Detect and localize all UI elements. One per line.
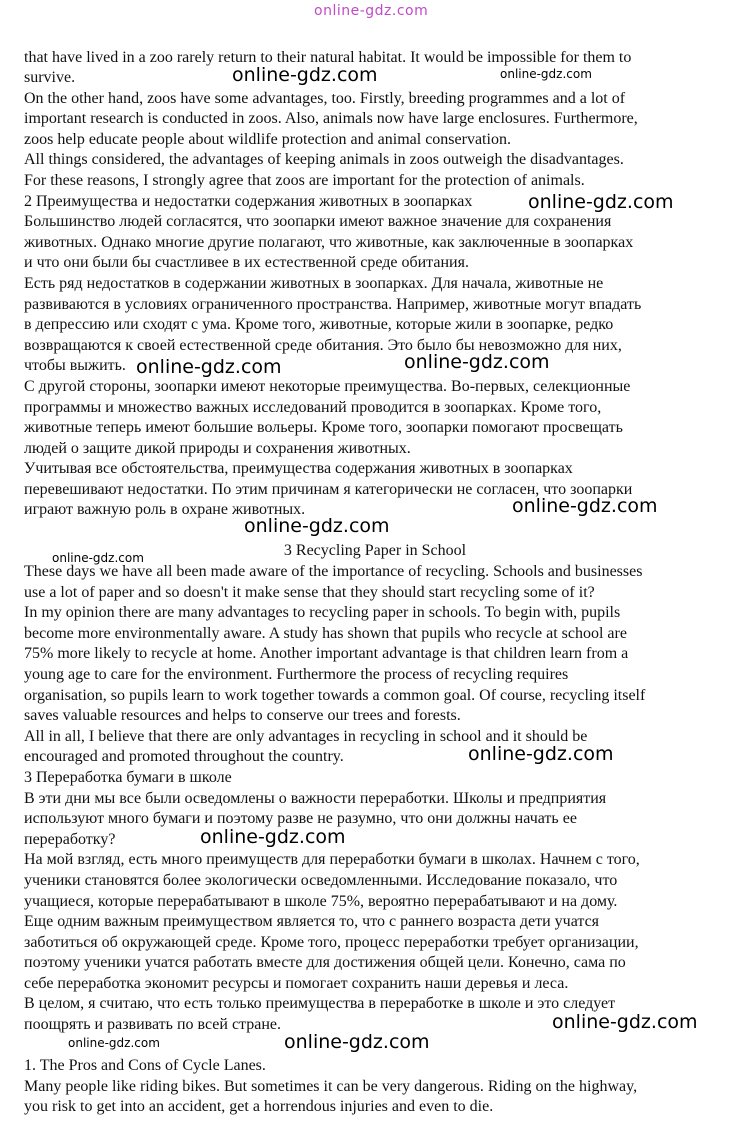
section-heading: 2 Преимущества и недостатки содержания животных в зоопарках: [24, 193, 473, 210]
top-watermark: online-gdz.com: [314, 3, 429, 19]
text-line: развиваются в условиях ограниченного пространства. Например, животные могут впадать: [24, 296, 642, 313]
text-line: On the other hand, zoos have some advantages, too. Firstly, breeding programmes and a lot of: [24, 90, 626, 107]
text-line: use a lot of paper and so doesn't it make sense that they should start recycling some of it?: [24, 584, 595, 601]
watermark: online-gdz.com: [52, 551, 144, 565]
watermark: online-gdz.com: [244, 515, 390, 537]
text-line: животные теперь имеют большие вольеры. Кроме того, зоопарки помогают просвещать: [24, 419, 623, 436]
text-line: Учитывая все обстоятельства, преимущества содержания животных в зоопарках: [24, 460, 573, 477]
watermark: online-gdz.com: [200, 826, 346, 848]
text-line: Еще одним важным преимуществом является то, что с раннего возраста дети учатся: [24, 913, 600, 930]
text-line: zoos help educate people about wildlife protection and animal conservation.: [24, 131, 511, 148]
text-line: и что они были бы счастливее в их естественной среде обитания.: [24, 254, 469, 271]
text-line: All things considered, the advantages of keeping animals in zoos outweigh the disadvantages.: [24, 151, 624, 168]
text-line: перевешивают недостатки. По этим причинам я категорически не согласен, что зоопарки: [24, 481, 633, 498]
text-line: These days we have all been made aware of the importance of recycling. Schools and businesses: [24, 563, 643, 580]
watermark: online-gdz.com: [404, 351, 550, 373]
text-line: себе переработка экономит ресурсы и помогает сохранить наши деревья и леса.: [24, 975, 569, 992]
text-line: в депрессию или сходят с ума. Кроме того, животные, которые жили в зоопарке, редко: [24, 316, 614, 333]
text-line: поэтому ученики учатся работать вместе для достижения общей цели. Конечно, сама по: [24, 954, 626, 971]
text-line: программы и множество важных исследований проводится в зоопарках. Кроме того,: [24, 399, 602, 416]
text-line: возвращаются к своей естественной среде обитания. Это было бы невозможно для них,: [24, 337, 622, 354]
text-line: используют много бумаги и поэтому разве не разумно, что они должны начать ее: [24, 810, 577, 827]
text-line: organisation, so pupils learn to work together towards a common goal. Of course, recycling itself: [24, 687, 646, 704]
text-line: учащиеся, которые перерабатывают в школе 75%, вероятно перерабатывают и на дому.: [24, 893, 618, 910]
text-line: Many people like riding bikes. But sometimes it can be very dangerous. Riding on the highway,: [24, 1078, 638, 1095]
section-heading: 1. The Pros and Cons of Cycle Lanes.: [24, 1057, 266, 1074]
watermark: online-gdz.com: [284, 1031, 430, 1053]
text-line: переработку?: [24, 831, 116, 848]
text-line: людей о защите дикой природы и сохранения животных.: [24, 440, 411, 457]
text-line: young age to care for the environment. Furthermore the process of recycling requires: [24, 666, 569, 683]
watermark: online-gdz.com: [500, 67, 592, 81]
text-line: Большинство людей согласятся, что зоопарки имеют важное значение для сохранения: [24, 213, 612, 230]
text-line: For these reasons, I strongly agree that zoos are important for the protection of animals.: [24, 172, 585, 189]
text-line: saves valuable resources and helps to conserve our trees and forests.: [24, 707, 461, 724]
watermark: online-gdz.com: [136, 356, 282, 378]
text-line: encouraged and promoted throughout the country.: [24, 748, 344, 765]
text-line: В целом, я считаю, что есть только преимущества в переработке в школе и это следует: [24, 995, 616, 1012]
text-line: survive.: [24, 69, 76, 86]
text-line: that have lived in a zoo rarely return to their natural habitat. It would be impossible for them to: [24, 49, 632, 66]
section-heading: 3 Переработка бумаги в школе: [24, 769, 232, 786]
text-line: All in all, I believe that there are only advantages in recycling in school and it should be: [24, 728, 588, 745]
watermark: online-gdz.com: [232, 64, 378, 86]
text-line: С другой стороны, зоопарки имеют некоторые преимущества. Во-первых, селекционные: [24, 378, 631, 395]
text-line: In my opinion there are many advantages to recycling paper in schools. To begin with, pupils: [24, 604, 621, 621]
text-line: животных. Однако многие другие полагают, что животные, как заключенные в зоопарках: [24, 234, 634, 251]
watermark: online-gdz.com: [68, 1036, 160, 1050]
text-line: ученики становятся более экологически осведомленными. Исследование показало, что: [24, 872, 618, 889]
text-line: поощрять и развивать по всей стране.: [24, 1016, 281, 1033]
text-line: important research is conducted in zoos. Also, animals now have large enclosures. Furthermore,: [24, 110, 638, 127]
watermark: online-gdz.com: [528, 191, 674, 213]
text-line: чтобы выжить.: [24, 357, 126, 374]
text-line: you risk to get into an accident, get a horrendous injuries and even to die.: [24, 1098, 494, 1115]
section-title: 3 Recycling Paper in School: [283, 542, 467, 559]
watermark: online-gdz.com: [468, 743, 614, 765]
watermark: online-gdz.com: [512, 495, 658, 517]
text-line: заботиться об окружающей среде. Кроме того, процесс переработки требует организации,: [24, 934, 639, 951]
watermark: online-gdz.com: [552, 1011, 698, 1033]
text-line: На мой взгляд, есть много преимуществ для переработки бумаги в школах. Начнем с того,: [24, 851, 640, 868]
text-line: become more environmentally aware. A study has shown that pupils who recycle at school are: [24, 625, 627, 642]
text-line: 75% more likely to recycle at home. Another important advantage is that children learn from a: [24, 645, 629, 662]
text-line: В эти дни мы все были осведомлены о важности переработки. Школы и предприятия: [24, 790, 607, 807]
text-line: играют важную роль в охране животных.: [24, 501, 306, 518]
text-line: Есть ряд недостатков в содержании животных в зоопарках. Для начала, животные не: [24, 275, 604, 292]
